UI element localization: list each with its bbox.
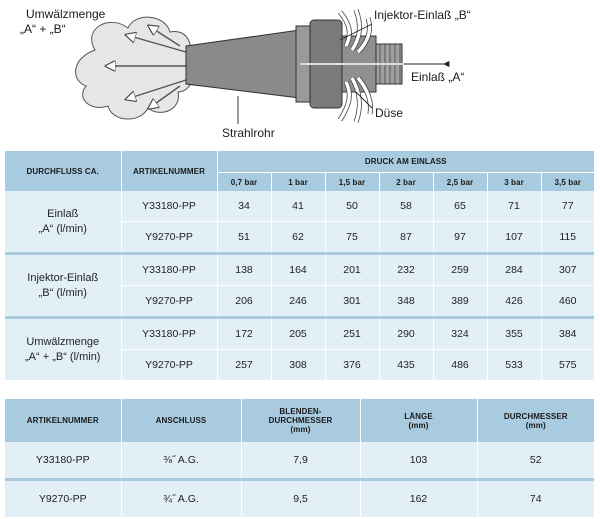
flow-value-cell: 355 bbox=[487, 319, 541, 350]
flow-value-cell: 426 bbox=[487, 286, 541, 317]
spec-header-orifice-line1: BLENDEN- bbox=[279, 407, 322, 416]
eductor-illustration bbox=[0, 0, 600, 145]
spec-header-diameter-unit: (mm) bbox=[525, 420, 546, 430]
spec-article-cell: Y9270-PP bbox=[5, 481, 121, 517]
spec-header-article: ARTIKELNUMMER bbox=[5, 399, 121, 442]
article-cell: Y33180-PP bbox=[121, 191, 217, 222]
group-label-line2: „A“ (l/min) bbox=[38, 222, 87, 235]
table-row bbox=[5, 255, 594, 286]
flow-value-cell: 290 bbox=[379, 319, 433, 350]
spec-header-length-unit: (mm) bbox=[408, 420, 429, 430]
flow-value-cell: 384 bbox=[541, 319, 594, 350]
table-row bbox=[5, 481, 594, 517]
flow-value-cell: 486 bbox=[433, 350, 487, 381]
spec-orifice-cell: 7,9 bbox=[241, 442, 360, 478]
flow-value-cell: 259 bbox=[433, 255, 487, 286]
group-label-line1: Einlaß bbox=[47, 207, 79, 220]
spec-table bbox=[5, 399, 594, 517]
article-cell: Y9270-PP bbox=[121, 350, 217, 381]
spec-diameter-cell: 52 bbox=[477, 442, 594, 478]
circulation-cloud bbox=[76, 17, 194, 119]
spec-header-orifice bbox=[241, 399, 360, 442]
label-circulation: Umwälzmenge bbox=[26, 7, 106, 21]
article-cell: Y33180-PP bbox=[121, 319, 217, 350]
flow-value-cell: 77 bbox=[541, 191, 594, 222]
flow-value-cell: 87 bbox=[379, 222, 433, 253]
spec-header-length-label: LÄNGE bbox=[404, 411, 433, 421]
flow-value-cell: 308 bbox=[271, 350, 325, 381]
pressure-col-5: 3 bar bbox=[487, 173, 541, 192]
pressure-col-2: 1,5 bar bbox=[325, 173, 379, 192]
flow-value-cell: 71 bbox=[487, 191, 541, 222]
flow-value-cell: 97 bbox=[433, 222, 487, 253]
flow-value-cell: 284 bbox=[487, 255, 541, 286]
article-cell: Y9270-PP bbox=[121, 286, 217, 317]
spec-header-diameter-label: DURCHMESSER bbox=[503, 411, 568, 421]
group-label bbox=[5, 319, 121, 380]
table-row bbox=[5, 191, 594, 222]
flow-value-cell: 307 bbox=[541, 255, 594, 286]
spec-diameter-cell: 74 bbox=[477, 481, 594, 517]
spec-article-cell: Y33180-PP bbox=[5, 442, 121, 478]
pressure-col-4: 2,5 bar bbox=[433, 173, 487, 192]
label-jet-tube: Strahlrohr bbox=[222, 126, 275, 140]
spec-connection-cell: ⅜˝ A.G. bbox=[121, 442, 241, 478]
article-cell: Y33180-PP bbox=[121, 255, 217, 286]
article-cell: Y9270-PP bbox=[121, 222, 217, 253]
flow-value-cell: 205 bbox=[271, 319, 325, 350]
pressure-col-3: 2 bar bbox=[379, 173, 433, 192]
flow-value-cell: 232 bbox=[379, 255, 433, 286]
label-inlet: Einlaß „A“ bbox=[411, 70, 465, 84]
group-label bbox=[5, 255, 121, 316]
jet-tube bbox=[186, 30, 300, 98]
label-injector-inlet: Injektor-Einlaß „B“ bbox=[374, 8, 471, 22]
group-label-line2: „B“ (l/min) bbox=[38, 286, 87, 299]
flow-value-cell: 324 bbox=[433, 319, 487, 350]
flow-value-cell: 50 bbox=[325, 191, 379, 222]
flow-value-cell: 75 bbox=[325, 222, 379, 253]
spec-header-connection: ANSCHLUSS bbox=[121, 399, 241, 442]
pressure-col-0: 0,7 bar bbox=[217, 173, 271, 192]
flow-value-cell: 51 bbox=[217, 222, 271, 253]
flow-value-cell: 201 bbox=[325, 255, 379, 286]
flow-value-cell: 435 bbox=[379, 350, 433, 381]
flow-value-cell: 34 bbox=[217, 191, 271, 222]
flow-value-cell: 257 bbox=[217, 350, 271, 381]
flow-value-cell: 251 bbox=[325, 319, 379, 350]
pressure-col-6: 3,5 bar bbox=[541, 173, 594, 192]
flow-value-cell: 138 bbox=[217, 255, 271, 286]
label-nozzle: Düse bbox=[375, 106, 404, 120]
flow-value-cell: 376 bbox=[325, 350, 379, 381]
flow-value-cell: 164 bbox=[271, 255, 325, 286]
label-circulation-ab: „A“ + „B“ bbox=[20, 22, 66, 36]
group-label-line1: Injektor-Einlaß bbox=[27, 271, 99, 284]
group-label bbox=[5, 191, 121, 252]
flow-value-cell: 115 bbox=[541, 222, 594, 253]
header-flow: DURCHFLUSS CA. bbox=[5, 151, 121, 191]
pressure-col-1: 1 bar bbox=[271, 173, 325, 192]
eductor-diagram bbox=[0, 0, 600, 145]
spec-orifice-cell: 9,5 bbox=[241, 481, 360, 517]
flow-value-cell: 58 bbox=[379, 191, 433, 222]
spec-header-orifice-line2: DURCHMESSER bbox=[268, 416, 333, 425]
spec-length-cell: 162 bbox=[360, 481, 477, 517]
spec-header-length bbox=[360, 399, 477, 442]
flow-table bbox=[5, 151, 594, 380]
flow-value-cell: 206 bbox=[217, 286, 271, 317]
header-pressure: DRUCK AM EINLASS bbox=[217, 151, 594, 173]
spec-connection-cell: ¾˝ A.G. bbox=[121, 481, 241, 517]
spec-length-cell: 103 bbox=[360, 442, 477, 478]
flow-value-cell: 575 bbox=[541, 350, 594, 381]
table-row bbox=[5, 442, 594, 478]
flow-value-cell: 107 bbox=[487, 222, 541, 253]
flow-value-cell: 533 bbox=[487, 350, 541, 381]
flow-value-cell: 172 bbox=[217, 319, 271, 350]
flow-value-cell: 62 bbox=[271, 222, 325, 253]
flow-value-cell: 246 bbox=[271, 286, 325, 317]
group-label-line2: „A“ + „B“ (l/min) bbox=[25, 350, 101, 363]
table-row bbox=[5, 319, 594, 350]
flow-value-cell: 65 bbox=[433, 191, 487, 222]
header-article: ARTIKELNUMMER bbox=[121, 151, 217, 191]
spec-header-orifice-unit: (mm) bbox=[290, 425, 311, 434]
flow-value-cell: 301 bbox=[325, 286, 379, 317]
spec-header-diameter bbox=[477, 399, 594, 442]
group-label-line1: Umwälzmenge bbox=[26, 335, 100, 348]
flow-value-cell: 41 bbox=[271, 191, 325, 222]
flow-value-cell: 460 bbox=[541, 286, 594, 317]
flow-value-cell: 389 bbox=[433, 286, 487, 317]
flow-value-cell: 348 bbox=[379, 286, 433, 317]
